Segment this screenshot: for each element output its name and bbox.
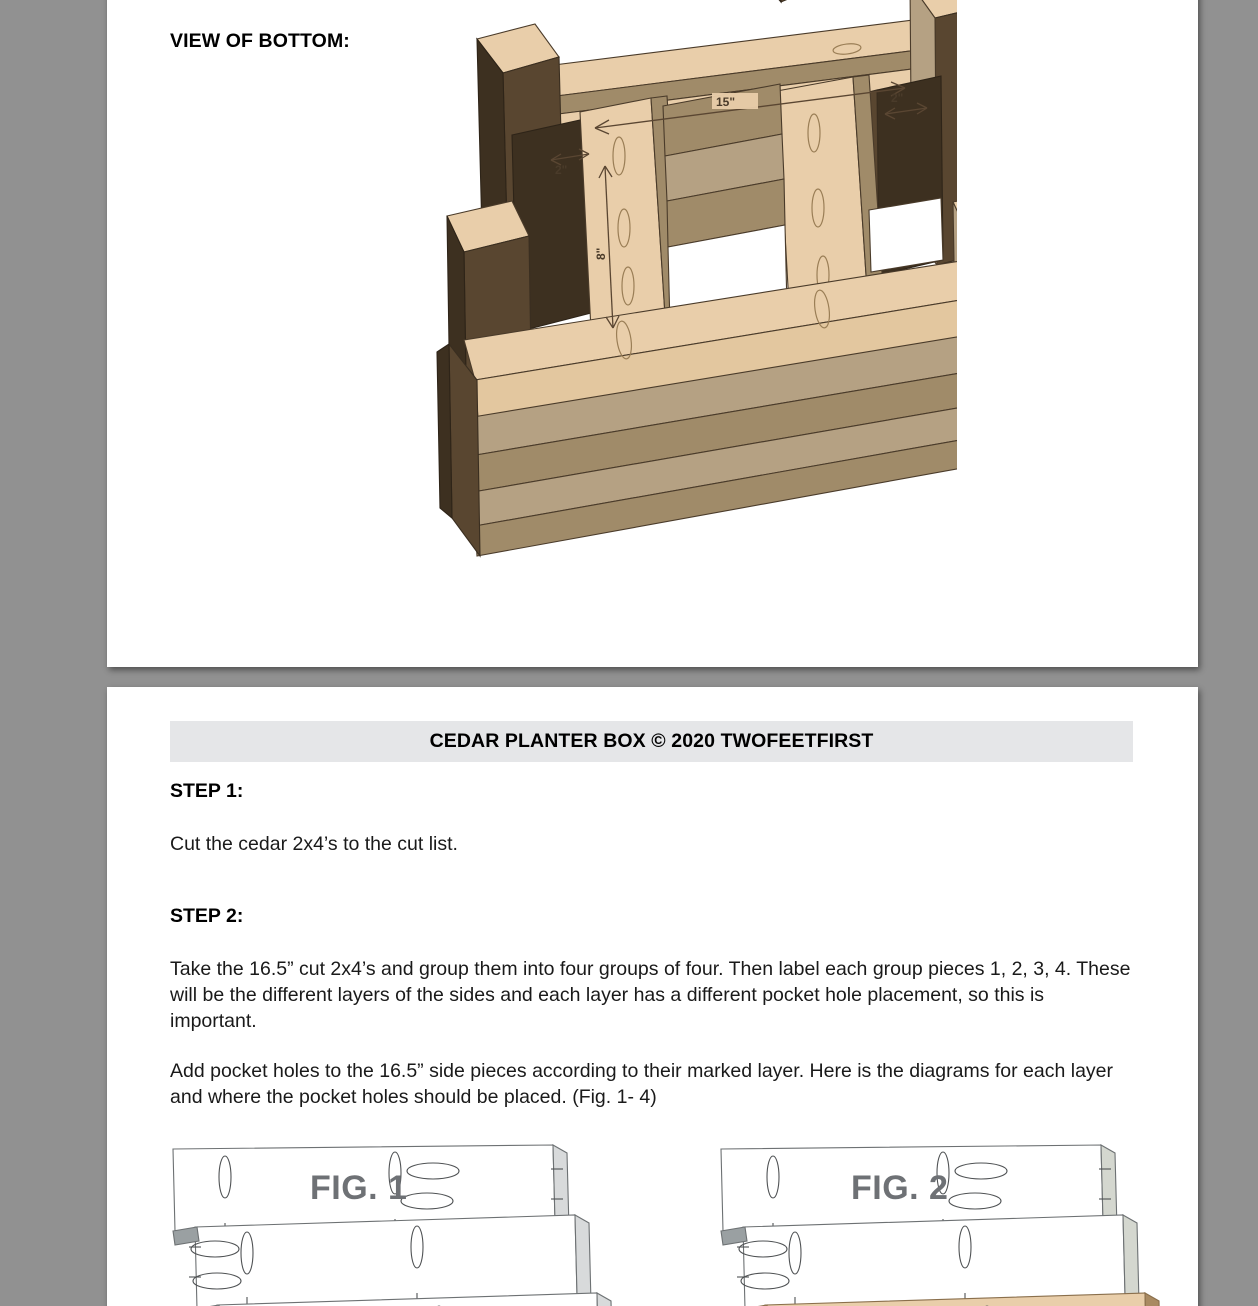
bottom-frame-right-board	[777, 75, 883, 305]
step-2-paragraph-2: Add pocket holes to the 16.5” side pieces according to their marked layer. Here is the diagrams for each layer and where the pocket holes should be placed. (Fig. 1- 4)	[170, 1060, 1113, 1108]
board-layer-2	[173, 1215, 591, 1306]
dimension-label-15: 15"	[716, 95, 736, 109]
outer-left-shadow	[437, 344, 452, 518]
board-layer-2	[721, 1215, 1139, 1306]
document-page-2	[107, 687, 1198, 1306]
fig-1-layer-diagram	[155, 1127, 625, 1306]
document-title: CEDAR PLANTER BOX © 2020 TWOFEETFIRST	[429, 730, 874, 752]
step-1-paragraph: Cut the cedar 2x4’s to the cut list.	[170, 833, 458, 855]
step-2-heading: STEP 2:	[170, 905, 244, 927]
detached-corner-post	[749, 0, 829, 2]
planter-box-bottom-assembly-figure	[337, 0, 957, 590]
fig-1-boards-svg	[155, 1127, 625, 1306]
document-title-banner	[170, 721, 1133, 762]
dimension-label-8: 8"	[594, 247, 608, 260]
fig-1-caption: FIG. 1	[310, 1169, 408, 1207]
document-page-1	[107, 0, 1198, 667]
view-of-bottom-label: VIEW OF BOTTOM:	[170, 30, 350, 52]
dimension-label-2-left: 2"	[555, 163, 568, 177]
fig-2-caption: FIG. 2	[851, 1169, 949, 1207]
dimension-label-2-right: 2"	[891, 91, 904, 105]
fig-2-layer-diagram	[703, 1127, 1173, 1306]
bottom-opening-right	[869, 198, 943, 272]
figure-row	[107, 1127, 1198, 1306]
step-2-paragraph-1: Take the 16.5” cut 2x4’s and group them into four groups of four. Then label each group pieces 1, 2, 3, 4. These will be the different layers of the sides and each layer has a different pocket hole placement, so this is important.	[170, 958, 1131, 1032]
fig-2-boards-svg	[703, 1127, 1173, 1306]
step-1-heading: STEP 1:	[170, 780, 244, 802]
